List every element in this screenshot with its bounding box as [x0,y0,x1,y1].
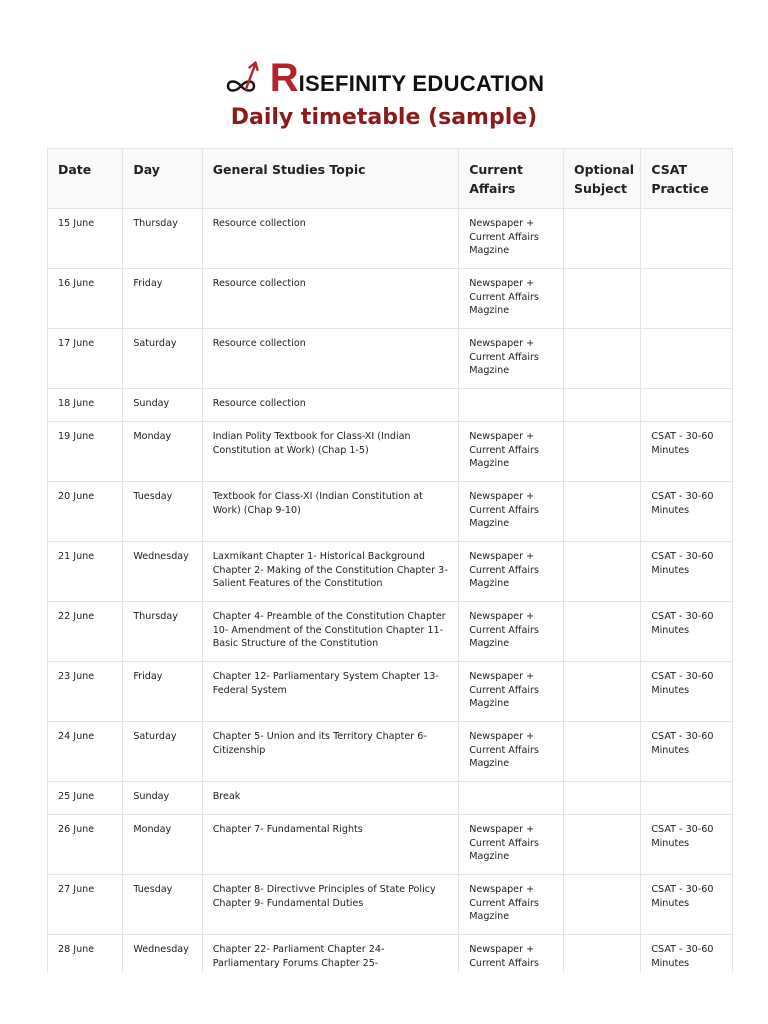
header-current-affairs: Current Affairs [459,149,564,209]
cell-csat [641,209,733,269]
header-csat-practice: CSAT Practice [641,149,733,209]
page-title: Daily timetable (sample) [230,105,538,130]
table-header-row [48,149,733,209]
cell-day: Tuesday [123,482,202,542]
cell-day: Tuesday [123,875,202,935]
header-optional-subject: Optional Subject [564,149,641,209]
cell-date: 27 June [48,875,123,935]
cell-optional [564,602,641,662]
cell-csat: CSAT - 30-60 Minutes [641,482,733,542]
brand-initial: R [269,56,299,100]
brand-wordmark: ISEFINITY EDUCATION [298,71,545,96]
cell-topic: Resource collection [202,269,458,329]
cell-csat: CSAT - 30-60 Minutes [641,542,733,602]
infinity-arrow-logo-icon [224,56,268,100]
cell-current-affairs [459,389,564,422]
table-row [48,482,733,542]
cell-date: 25 June [48,782,123,815]
cell-topic: Break [202,782,458,815]
cell-day: Wednesday [123,935,202,973]
cell-date: 18 June [48,389,123,422]
cell-current-affairs: Newspaper + Current Affairs Magzine [459,815,564,875]
cell-topic: Textbook for Class-XI (Indian Constitution at Work) (Chap 9-10) [202,482,458,542]
cell-optional [564,269,641,329]
cell-current-affairs: Newspaper + Current Affairs Magzine [459,875,564,935]
cell-current-affairs: Newspaper + Current Affairs Magzine [459,662,564,722]
table-row [48,782,733,815]
cell-topic: Chapter 4- Preamble of the Constitution Chapter 10- Amendment of the Constitution Chapter 11- Basic Structure of the Constitution [202,602,458,662]
cell-csat: CSAT - 30-60 Minutes [641,815,733,875]
cell-current-affairs: Newspaper + Current Affairs Magzine [459,269,564,329]
cell-topic: Chapter 7- Fundamental Rights [202,815,458,875]
cell-optional [564,482,641,542]
cell-csat: CSAT - 30-60 Minutes [641,602,733,662]
document-header [0,55,768,130]
table-row [48,542,733,602]
header-general-studies-topic: General Studies Topic [202,149,458,209]
cell-optional [564,542,641,602]
cell-topic: Chapter 8- Directivve Principles of State Policy Chapter 9- Fundamental Duties [202,875,458,935]
cell-optional [564,422,641,482]
cell-day: Saturday [123,722,202,782]
header-day: Day [123,149,202,209]
table-row [48,815,733,875]
cell-date: 15 June [48,209,123,269]
cell-date: 22 June [48,602,123,662]
brand-logo [0,55,768,101]
cell-date: 24 June [48,722,123,782]
table-row [48,935,733,973]
table-row [48,269,733,329]
cell-current-affairs: Newspaper + Current Affairs Magzine [459,422,564,482]
cell-date: 23 June [48,662,123,722]
timetable-container [47,148,733,972]
cell-current-affairs: Newspaper + Current Affairs Magzine [459,329,564,389]
cell-csat [641,269,733,329]
cell-topic: Resource collection [202,329,458,389]
cell-topic: Chapter 12- Parliamentary System Chapter 13- Federal System [202,662,458,722]
cell-current-affairs: Newspaper + Current Affairs Magzine [459,209,564,269]
cell-topic: Chapter 5- Union and its Territory Chapter 6- Citizenship [202,722,458,782]
cell-csat: CSAT - 30-60 Minutes [641,662,733,722]
cell-day: Saturday [123,329,202,389]
table-row [48,875,733,935]
cell-date: 16 June [48,269,123,329]
cell-topic: Resource collection [202,209,458,269]
cell-date: 28 June [48,935,123,973]
cell-day: Sunday [123,389,202,422]
cell-optional [564,935,641,973]
cell-current-affairs: Newspaper + Current Affairs [459,935,564,973]
table-row [48,422,733,482]
cell-date: 20 June [48,482,123,542]
cell-topic: Laxmikant Chapter 1- Historical Background Chapter 2- Making of the Constitution Chapter 3- Salient Features of the Constitution [202,542,458,602]
cell-day: Thursday [123,602,202,662]
cell-day: Wednesday [123,542,202,602]
cell-current-affairs: Newspaper + Current Affairs Magzine [459,542,564,602]
cell-current-affairs: Newspaper + Current Affairs Magzine [459,482,564,542]
cell-date: 26 June [48,815,123,875]
brand-name [270,58,545,98]
cell-day: Sunday [123,782,202,815]
cell-current-affairs: Newspaper + Current Affairs Magzine [459,722,564,782]
cell-csat [641,782,733,815]
cell-day: Monday [123,815,202,875]
cell-optional [564,662,641,722]
cell-csat: CSAT - 30-60 Minutes [641,722,733,782]
cell-csat: CSAT - 30-60 Minutes [641,422,733,482]
cell-day: Thursday [123,209,202,269]
cell-optional [564,875,641,935]
cell-optional [564,782,641,815]
table-row [48,722,733,782]
cell-day: Monday [123,422,202,482]
table-row [48,209,733,269]
cell-csat: CSAT - 30-60 Minutes [641,935,733,973]
cell-topic: Chapter 22- Parliament Chapter 24- Parliamentary Forums Chapter 25- [202,935,458,973]
cell-date: 21 June [48,542,123,602]
cell-topic: Resource collection [202,389,458,422]
cell-optional [564,815,641,875]
cell-topic: Indian Polity Textbook for Class-XI (Indian Constitution at Work) (Chap 1-5) [202,422,458,482]
table-row [48,662,733,722]
table-row [48,329,733,389]
cell-current-affairs [459,782,564,815]
header-date: Date [48,149,123,209]
cell-csat: CSAT - 30-60 Minutes [641,875,733,935]
table-row [48,602,733,662]
cell-optional [564,722,641,782]
cell-optional [564,209,641,269]
cell-day: Friday [123,662,202,722]
cell-current-affairs: Newspaper + Current Affairs Magzine [459,602,564,662]
cell-optional [564,329,641,389]
cell-date: 19 June [48,422,123,482]
table-row [48,389,733,422]
cell-csat [641,329,733,389]
cell-csat [641,389,733,422]
cell-day: Friday [123,269,202,329]
cell-optional [564,389,641,422]
cell-date: 17 June [48,329,123,389]
timetable [47,148,733,972]
